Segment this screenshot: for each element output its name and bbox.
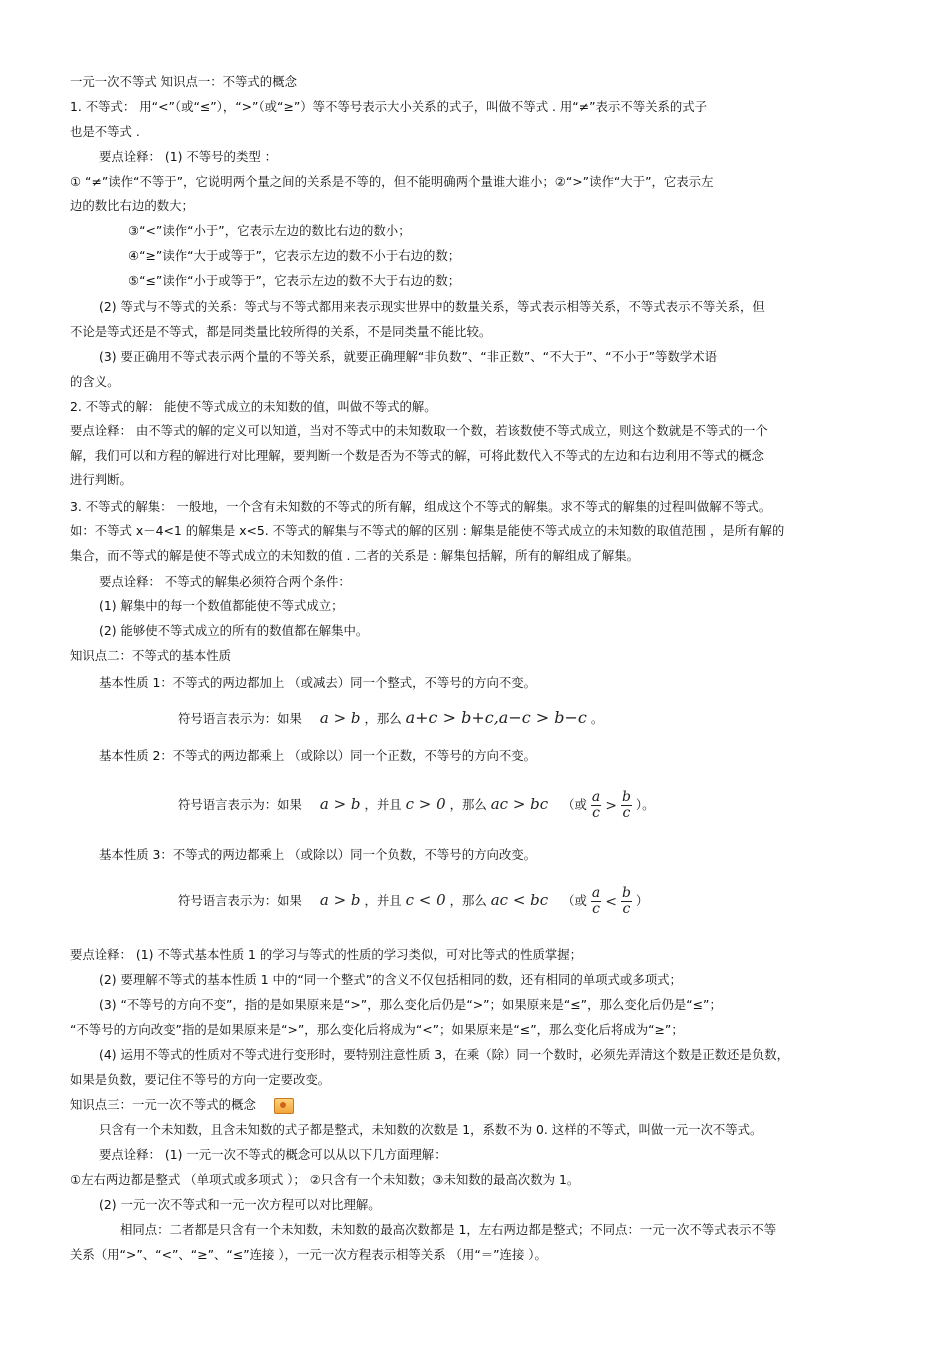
note-terms-cont: 的含义。 bbox=[70, 374, 120, 389]
formula-result: a+c > b+c,a−c > b−c bbox=[405, 708, 587, 727]
note-compare-equation: (2) 一元一次不等式和一元一次方程可以对比理解。 bbox=[99, 1197, 381, 1212]
formula-result: ac < bc bbox=[490, 891, 549, 909]
property-2-formula: 符号语言表示为：如果 a > b ，并且 c > 0 ，那么 ac > bc （或 $\frac{a}{c}$ > $\frac{b}{c}$ ）。 bbox=[178, 789, 655, 821]
property-1: 基本性质 1：不等式的两边都加上 （或减去）同一个整式，不等号的方向不变。 bbox=[99, 675, 537, 690]
fraction-a-over-c: $\frac{a}{c}$ bbox=[591, 789, 601, 821]
note-neq-gt: ① “≠”读作“不等于”，它说明两个量之间的关系是不等的，但不能明确两个量谁大谁小；②“>”读作“大于”，它表示左 bbox=[70, 174, 714, 189]
definition-inequality: 1. 不等式： 用“<”（或“≤”），“>”（或“≥”）等不等号表示大小关系的式子，叫做不等式 . 用“≠”表示不等关系的式子 bbox=[70, 99, 708, 114]
note-properties-3-cont: “不等号的方向改变”指的是如果原来是“>”，那么变化后将成为“<”；如果原来是“≤”，那么变化后将成为“≥”； bbox=[70, 1022, 684, 1037]
fraction-b-over-c: $\frac{b}{c}$ bbox=[621, 885, 631, 917]
note-similarities: 相同点：二者都是只含有一个未知数，未知数的最高次数都是 1，左右两边都是整式；不同点：一元一次不等式表示不等 bbox=[120, 1222, 777, 1237]
heading-topic-three: 知识点三：一元一次不等式的概念 bbox=[70, 1097, 294, 1114]
note-solution-set-conditions: 要点诠释： 不等式的解集必须符合两个条件： bbox=[99, 574, 351, 589]
note-properties-4: (4) 运用不等式的性质对不等式进行变形时，要特别注意性质 3，在乘（除）同一个数时，必须先弄清这个数是正数还是负数， bbox=[99, 1047, 790, 1062]
formula-condition: a > b bbox=[319, 891, 361, 909]
note-types-heading: 要点诠释： (1) 不等号的类型 ： bbox=[99, 149, 278, 164]
definition-linear-inequality: 只含有一个未知数，且含未知数的式子都是整式，未知数的次数是 1，系数不为 0. 这样的不等式，叫做一元一次不等式。 bbox=[99, 1122, 763, 1137]
note-properties-4-cont: 如果是负数，要记住不等号的方向一定要改变。 bbox=[70, 1072, 331, 1087]
note-equation-vs-inequality-cont: 不论是等式还是不等式，都是同类量比较所得的关系，不是同类量不能比较。 bbox=[70, 324, 492, 339]
note-properties-1: 要点诠释： (1) 不等式基本性质 1 的学习与等式的性质的学习类似，可对比等式的性质掌握； bbox=[70, 947, 583, 962]
formula-condition-c: c > 0 bbox=[405, 795, 446, 813]
heading-topic-one: 一元一次不等式 知识点一：不等式的概念 bbox=[70, 74, 297, 89]
property-3-formula: 符号语言表示为：如果 a > b ，并且 c < 0 ，那么 ac < bc （或 $\frac{a}{c}$ < $\frac{b}{c}$ ） bbox=[178, 885, 649, 917]
example-solution-set-cont: 集合，而不等式的解是使不等式成立的未知数的值 . 二者的关系是 : 解集包括解，所有的解组成了解集。 bbox=[70, 548, 640, 563]
fraction-b-over-c: $\frac{b}{c}$ bbox=[621, 789, 631, 821]
note-equation-vs-inequality: (2) 等式与不等式的关系：等式与不等式都用来表示现实世界中的数量关系，等式表示相等关系，不等式表示不等关系，但 bbox=[99, 299, 765, 314]
condition-2: (2) 能够使不等式成立的所有的数值都在解集中。 bbox=[99, 623, 369, 638]
note-solution-cont2: 进行判断。 bbox=[70, 472, 132, 487]
formula-condition: a > b bbox=[319, 709, 361, 727]
note-solution: 要点诠释： 由不等式的解的定义可以知道，当对不等式中的未知数取一个数，若该数使不等式成立，则这个数就是不等式的一个 bbox=[70, 423, 768, 438]
fraction-a-over-c: $\frac{a}{c}$ bbox=[591, 885, 601, 917]
definition-solution-set: 3. 不等式的解集： 一般地，一个含有未知数的不等式的所有解，组成这个不等式的解集。求不等式的解集的过程叫做解不等式。 bbox=[70, 499, 772, 514]
note-linear-inequality-points: ①左右两边都是整式 （单项式或多项式 ）； ②只含有一个未知数；③未知数的最高次数为 1。 bbox=[70, 1172, 580, 1187]
note-similarities-cont: 关系（用“>”、“<”、“≥”、“≤”连接 ），一元一次方程表示相等关系 （用“＝”连接 ）。 bbox=[70, 1247, 547, 1262]
formula-condition: a > b bbox=[319, 795, 361, 813]
definition-inequality-cont: 也是不等式 . bbox=[70, 124, 140, 139]
definition-solution: 2. 不等式的解： 能使不等式成立的未知数的值，叫做不等式的解。 bbox=[70, 399, 437, 414]
condition-1: (1) 解集中的每一个数值都能使不等式成立； bbox=[99, 598, 344, 613]
note-linear-inequality: 要点诠释： (1) 一元一次不等式的概念可以从以下几方面理解： bbox=[99, 1147, 447, 1162]
note-geq: ④“≥”读作“大于或等于”，它表示左边的数不小于右边的数； bbox=[128, 248, 461, 263]
note-properties-2: (2) 要理解不等式的基本性质 1 中的“同一个整式”的含义不仅包括相同的数，还有相同的单项式或多项式； bbox=[99, 972, 682, 987]
note-properties-3: (3) “不等号的方向不变”，指的是如果原来是“>”，那么变化后仍是“>”；如果原来是“≤”，那么变化后仍是“≤”； bbox=[99, 997, 722, 1012]
document-icon[interactable] bbox=[274, 1098, 294, 1114]
relation-sign: < bbox=[605, 893, 617, 910]
formula-condition-c: c < 0 bbox=[405, 891, 446, 909]
heading-topic-two: 知识点二：不等式的基本性质 bbox=[70, 648, 232, 663]
property-2: 基本性质 2：不等式的两边都乘上 （或除以）同一个正数，不等号的方向不变。 bbox=[99, 748, 537, 763]
note-lt: ③“<”读作“小于”，它表示左边的数比右边的数小； bbox=[128, 223, 411, 238]
note-leq: ⑤“≤”读作“小于或等于”，它表示左边的数不大于右边的数； bbox=[128, 273, 461, 288]
property-1-formula: 符号语言表示为：如果 a > b ，那么 a+c > b+c,a−c > b−c 。 bbox=[178, 708, 604, 727]
note-solution-cont: 解，我们可以和方程的解进行对比理解，要判断一个数是否为不等式的解，可将此数代入不等式的左边和右边利用不等式的概念 bbox=[70, 448, 764, 463]
note-gt-cont: 边的数比右边的数大； bbox=[70, 198, 194, 213]
note-terms: (3) 要正确用不等式表示两个量的不等关系，就要正确理解“非负数”、“非正数”、“不大于”、“不小于”等数学术语 bbox=[99, 349, 718, 364]
relation-sign: > bbox=[605, 797, 617, 814]
formula-result: ac > bc bbox=[490, 795, 549, 813]
example-solution-set: 如：不等式 x－4<1 的解集是 x<5. 不等式的解集与不等式的解的区别 : 解集是能使不等式成立的未知数的取值范围 ，是所有解的 bbox=[70, 523, 785, 538]
property-3: 基本性质 3：不等式的两边都乘上 （或除以）同一个负数，不等号的方向改变。 bbox=[99, 847, 537, 862]
